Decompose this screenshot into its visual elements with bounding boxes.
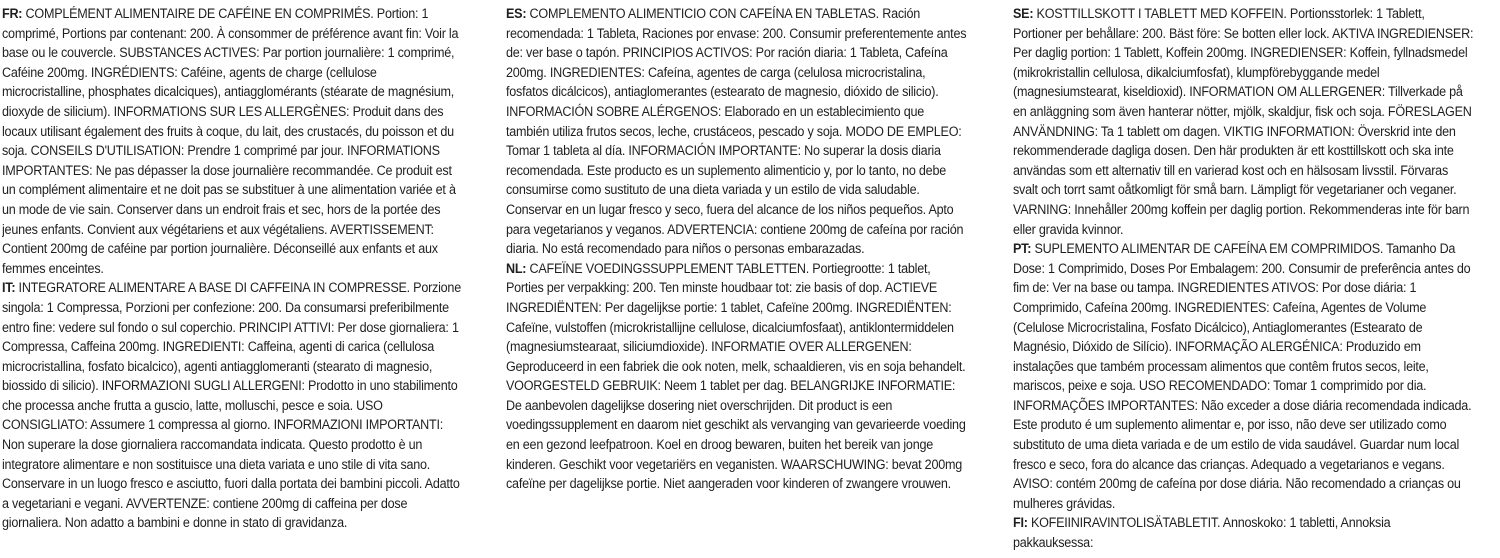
- language-code: PT:: [1013, 241, 1032, 257]
- section-text: SUPLEMENTO ALIMENTAR DE CAFEÍNA EM COMPRIMIDOS. Tamanho Da Dose: 1 Comprimido, Doses Por Embalagem: 200. Consumir de preferência antes do fim de: Ver na base ou tampa. INGREDIENTES ATIVOS: Por dose diária: 1 Comprimido, Cafeína 200mg. INGREDIENTES: Cafeína, Agentes de Volume (Celulose Microcristalina, Fosfato Dicálcico), Antiaglomerantes (Estearato de Magnésio, Dióxido de Silício). INFORMAÇÃO ALERGÉNICA: Produzido em instalações que também processam alimentos que contêm frutos secos, leite, mariscos, peixe e soja. USO RECOMENDADO: Tomar 1 comprimido por dia. INFORMAÇÕES IMPORTANTES: Não exceder a dose diária recomendada indicada. Este produto é um suplemento alimentar e, por isso, não deve ser utilizado como substituto de uma dieta variada e de um estilo de vida saudável. Guardar num local fresco e seco, fora do alcance das crianças. Adequado a vegetarianos e vegans. AVISO: contém 200mg de cafeína por dose diária. Não recomendado a crianças ou mulheres grávidas.: [1013, 241, 1472, 511]
- section-pt: [1013, 239, 1474, 513]
- section-text: COMPLEMENTO ALIMENTICIO CON CAFEÍNA EN TABLETAS. Ración recomendada: 1 Tableta, Raciones por envase: 200. Consumir preferentemente antes de: ver base o tapón. PRINCIPIOS ACTIVOS: Por ración diaria: 1 Tableta, Cafeína 200mg. INGREDIENTES: Cafeína, agentes de carga (celulosa microcristalina, fosfatos dicálcicos), antiaglomerantes (estearato de magnesio, dióxido de silicio). INFORMACIÓN SOBRE ALÉRGENOS: Elaborado en un establecimiento que también utiliza frutos secos, leche, crustáceos, pescado y soja. MODO DE EMPLEO: Tomar 1 tableta al día. INFORMACIÓN IMPORTANTE: No superar la dosis diaria recomendada. Este producto es un suplemento alimenticio y, por lo tanto, no debe consumirse como sustituto de una dieta variada y un estilo de vida saludable. Conservar en un lugar fresco y seco, fuera del alcance de los niños pequeños. Apto para vegetarianos y veganos. ADVERTENCIA: contiene 200mg de cafeína por ración diaria. No está recomendado para niños o personas embarazadas.: [506, 6, 967, 257]
- section-text: CAFEÏNE VOEDINGSSUPPLEMENT TABLETTEN. Portiegrootte: 1 tablet, Porties per verpakking: 200. Ten minste houdbaar tot: zie basis of dop. ACTIEVE INGREDIËNTEN: Per dagelijkse portie: 1 tablet, Cafeïne 200mg. INGREDIËNTEN: Cafeïne, vulstoffen (microkristallijne cellulose, dicalciumfosfaat), antiklontermiddelen (magnesiumstearaat, siliciumdioxide). INFORMATIE OVER ALLERGENEN: Geproduceerd in een fabriek die ook noten, melk, schaaldieren, vis en soja behandelt. VOORGESTELD GEBRUIK: Neem 1 tablet per dag. BELANGRIJKE INFORMATIE: De aanbevolen dagelijkse dosering niet overschrijden. Dit product is een voedingssupplement en daarom niet geschikt als vervanging van gevarieerde voeding en een gezond leefpatroon. Koel en droog bewaren, buiten het bereik van jonge kinderen. Geschikt voor vegetariërs en veganisten. WAARSCHUWING: bevat 200mg cafeïne per dagelijkse portie. Niet aangeraden voor kinderen of zwangere vrouwen.: [506, 260, 966, 492]
- section-es: [506, 4, 967, 259]
- column-2: [506, 4, 967, 556]
- language-code: FI:: [1013, 515, 1028, 531]
- language-code: SE:: [1013, 6, 1034, 21]
- column-1: [2, 4, 463, 556]
- section-text: KOFEIINIRAVINTOLISÄTABLETIT. Annoskoko: 1 tabletti, Annoksia pakkauksessa:: [1013, 515, 1391, 551]
- language-code: NL:: [506, 260, 527, 276]
- column-3: [1013, 4, 1474, 556]
- language-code: ES:: [506, 6, 527, 21]
- section-se: [1013, 4, 1474, 239]
- section-nl: [506, 259, 967, 494]
- section-fi: [1013, 513, 1474, 552]
- language-code: FR:: [2, 6, 23, 21]
- section-text: INTEGRATORE ALIMENTARE A BASE DI CAFFEINA IN COMPRESSE. Porzione singola: 1 Compressa, Porzioni per confezione: 200. Da consumarsi preferibilmente entro fine: vedere sul fondo o sul coperchio. PRINCIPI ATTIVI: Per dose giornaliera: 1 Compressa, Caffeina 200mg. INGREDIENTI: Caffeina, agenti di carica (cellulosa microcristallina, fosfato bicalcico), agenti antiagglomeranti (stearato di magnesio, biossido di silicio). INFORMAZIONI SUGLI ALLERGENI: Prodotto in uno stabilimento che processa anche frutta a guscio, latte, molluschi, pesce e soia. USO CONSIGLIATO: Assumere 1 compressa al giorno. INFORMAZIONI IMPORTANTI: Non superare la dose giornaliera raccomandata indicata. Questo prodotto è un integratore alimentare e non sostituisce una dieta variata e uno stile di vita sano. Conservare in un luogo fresco e asciutto, fuori dalla portata dei bambini piccoli. Adatto a vegetariani e vegani. AVVERTENZE: contiene 200mg di caffeina per dose giornaliera. Non adatto a bambini e donne in stato di gravidanza.: [2, 280, 461, 531]
- section-it: [2, 278, 463, 533]
- section-fr: [2, 4, 463, 278]
- section-text: COMPLÉMENT ALIMENTAIRE DE CAFÉINE EN COMPRIMÉS. Portion: 1 comprimé, Portions par contenant: 200. À consommer de préférence avant fin: Voir la base ou le couvercle. SUBSTANCES ACTIVES: Par portion journalière: 1 comprimé, Caféine 200mg. INGRÉDIENTS: Caféine, agents de charge (cellulose microcristalline, phosphates dicalciques), antiagglomérants (stéarate de magnésium, dioxyde de silicium). INFORMATIONS SUR LES ALLERGÈNES: Produit dans des locaux utilisant également des fruits à coque, du lait, des crustacés, du poisson et du soja. CONSEILS D'UTILISATION: Prendre 1 comprimé par jour. INFORMATIONS IMPORTANTES: Ne pas dépasser la dose journalière recommandée. Ce produit est un complément alimentaire et ne doit pas se substituer à une alimentation variée et à un mode de vie sain. Conserver dans un endroit frais et sec, hors de la portée des jeunes enfants. Convient aux végétariens et aux végétaliens. AVERTISSEMENT: Contient 200mg de caféine par portion journalière. Déconseillé aux enfants et aux femmes enceintes.: [2, 6, 459, 276]
- section-text: KOSTTILLSKOTT I TABLETT MED KOFFEIN. Portionsstorlek: 1 Tablett, Portioner per behållare: 200. Bäst före: Se botten eller lock. AKTIVA INGREDIENSER: Per daglig portion: 1 Tablett, Koffein 200mg. INGREDIENSER: Koffein, fyllnadsmedel (mikrokristallin cellulosa, dikalciumfosfat), klumpförebyggande medel (magnesiumstearat, kiseldioxid). INFORMATION OM ALLERGENER: Tillverkade på en anläggning som även hanterar nötter, mjölk, skaldjur, fisk och soja. FÖRESLAGEN ANVÄNDNING: Ta 1 tablett om dagen. VIKTIG INFORMATION: Överskrid inte den rekommenderade dagliga dosen. Den här produkten är ett kosttillskott och ska inte användas som ett alternativ till en varierad kost och en hälsosam livsstil. Förvaras svalt och torrt samt oåtkomligt för små barn. Lämpligt för vegetarianer och veganer. VARNING: Innehåller 200mg koffein per daglig portion. Rekommenderas inte för barn eller gravida kvinnor.: [1013, 6, 1474, 237]
- language-code: IT:: [2, 280, 16, 296]
